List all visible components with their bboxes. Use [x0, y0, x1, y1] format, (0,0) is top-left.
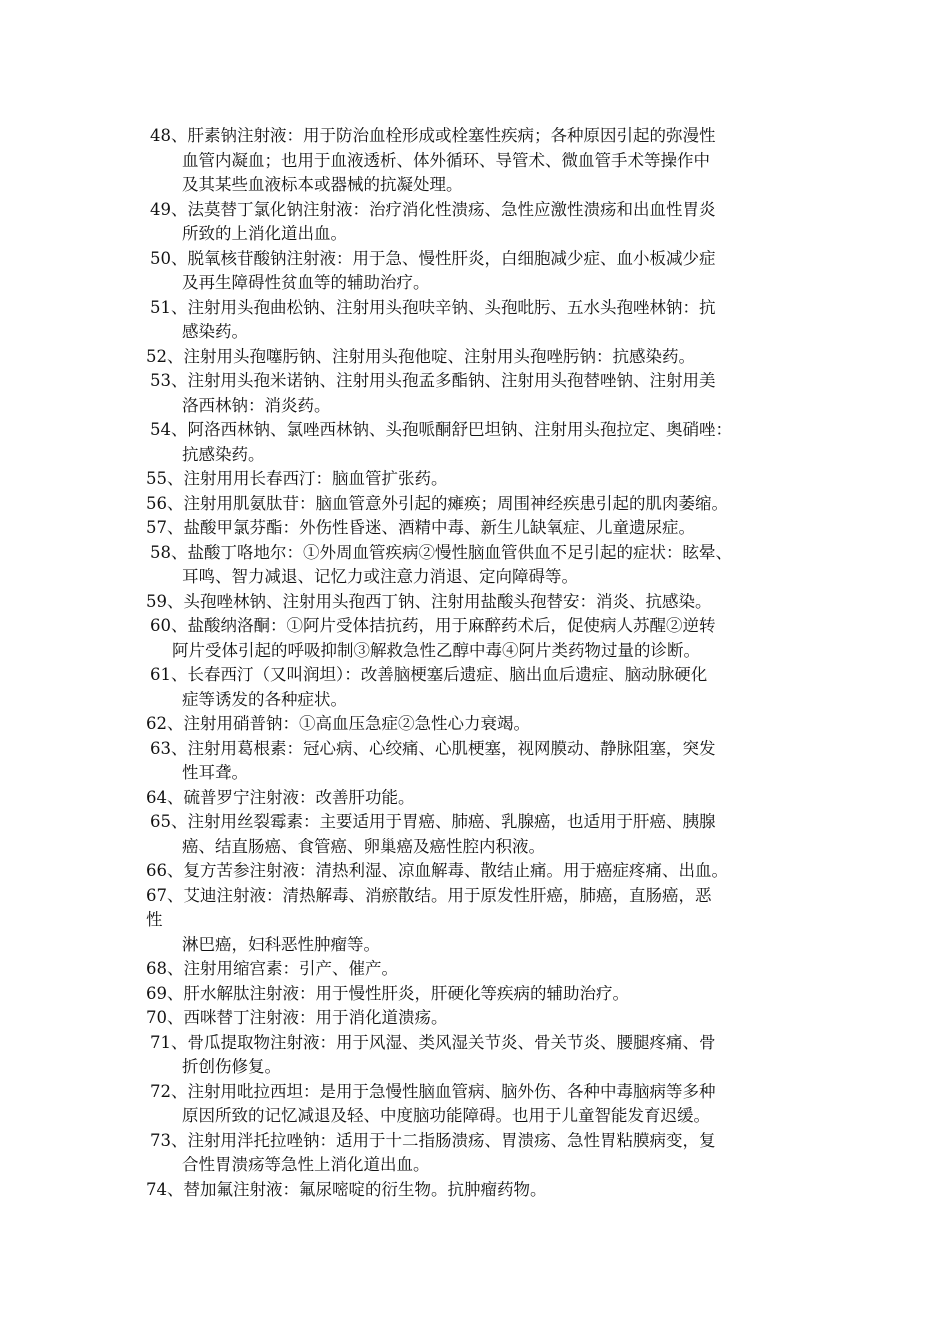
entry-first-line: [0, 467, 950, 492]
entry-text: 替加氟注射液：氟尿嘧啶的衍生物。抗肿瘤药物。: [183, 1179, 547, 1199]
entry-number: 63、: [150, 738, 188, 758]
drug-entry: [0, 663, 950, 712]
entry-number: 62、: [146, 714, 184, 733]
entry-text: 注射用葛根素：冠心病、心绞痛、心肌梗塞，视网膜动、静脉阻塞，突发: [187, 738, 716, 758]
entry-text: 艾迪注射液：清热解毒、消瘀散结。用于原发性肝癌，肺癌，直肠癌，恶: [183, 885, 712, 905]
entry-text: 注射用肌氨肽苷：脑血管意外引起的瘫痪；周围神经疾患引起的肌肉萎缩。: [183, 493, 728, 513]
drug-entry: [0, 418, 950, 467]
entry-first-line: [0, 590, 950, 615]
entry-continuation-line: 耳鸣、智力减退、记忆力或注意力消退、定向障碍等。: [182, 567, 578, 586]
entry-number: 70、: [146, 1008, 184, 1027]
entry-number: 52、: [146, 346, 184, 366]
entry-text: 肝素钠注射液：用于防治血栓形成或栓塞性疾病；各种原因引起的弥漫性: [187, 126, 716, 145]
entry-first-line: [0, 1031, 950, 1056]
entry-number: 48、: [150, 126, 188, 145]
entry-text: 头孢唑林钠、注射用头孢西丁钠、注射用盐酸头孢替安：消炎、抗感染。: [183, 591, 712, 611]
drug-entry: [0, 467, 950, 492]
entry-continuation-line: 折创伤修复。: [182, 1057, 281, 1076]
entry-number: 67、: [146, 885, 184, 905]
entry-text: 硫普罗宁注射液：改善肝功能。: [183, 787, 415, 807]
entry-first-line: [0, 737, 950, 762]
entry-continuation-line: 性耳聋。: [182, 763, 248, 782]
entry-text: 注射用丝裂霉素：主要适用于胃癌、肺癌、乳腺癌，也适用于肝癌、胰腺: [187, 812, 716, 831]
entry-number: 57、: [146, 518, 184, 537]
entry-number: 72、: [150, 1081, 188, 1101]
entry-number: 55、: [146, 469, 184, 488]
drug-entry: [0, 859, 950, 884]
drug-entry-list: [0, 124, 950, 1202]
entry-first-line: [0, 1178, 950, 1203]
drug-entry: [0, 1006, 950, 1031]
entry-text: 注射用头孢米诺钠、注射用头孢孟多酯钠、注射用头孢替唑钠、注射用美: [187, 371, 716, 390]
drug-entry: [0, 982, 950, 1007]
entry-continuation-line: 性: [146, 910, 163, 929]
entry-text: 盐酸丁咯地尔：①外周血管疾病②慢性脑血管供血不足引起的症状：眩晕、: [187, 542, 732, 562]
drug-entry: [0, 1031, 950, 1080]
entry-number: 59、: [146, 591, 184, 611]
entry-first-line: [0, 124, 950, 149]
entry-number: 73、: [150, 1130, 188, 1150]
entry-continuation-line: 血管内凝血；也用于血液透析、体外循环、导管术、微血管手术等操作中: [182, 150, 710, 170]
entry-continuation-line: 癌、结直肠癌、食管癌、卵巢癌及癌性腔内积液。: [182, 836, 545, 856]
entry-first-line: [0, 345, 950, 370]
entry-number: 71、: [150, 1032, 188, 1052]
entry-first-line: [0, 492, 950, 517]
entry-text: 肝水解肽注射液：用于慢性肝炎，肝硬化等疾病的辅助治疗。: [183, 983, 629, 1003]
entry-text: 脱氧核苷酸钠注射液：用于急、慢性肝炎，白细胞减少症、血小板减少症: [187, 248, 716, 268]
drug-entry: [0, 614, 950, 663]
drug-entry: [0, 492, 950, 517]
entry-number: 61、: [150, 665, 188, 684]
drug-entry: [0, 369, 950, 418]
drug-entry: [0, 198, 950, 247]
entry-text: 长春西汀（又叫润坦）：改善脑梗塞后遗症、脑出血后遗症、脑动脉硬化: [187, 665, 708, 684]
entry-first-line: [0, 957, 950, 982]
entry-first-line: [0, 712, 950, 737]
entry-number: 50、: [150, 248, 188, 268]
entry-continuation-line: 及再生障碍性贫血等的辅助治疗。: [182, 273, 430, 292]
entry-first-line: [0, 982, 950, 1007]
entry-text: 注射用吡拉西坦：是用于急慢性脑血管病、脑外伤、各种中毒脑病等多种: [187, 1081, 716, 1101]
entry-continuation-line: 及其某些血液标本或器械的抗凝处理。: [182, 175, 463, 194]
entry-continuation-line: 症等诱发的各种症状。: [182, 689, 347, 709]
entry-number: 65、: [150, 812, 188, 831]
entry-text: 盐酸纳洛酮：①阿片受体拮抗药，用于麻醉药术后，促使病人苏醒②逆转: [187, 616, 716, 635]
entry-number: 60、: [150, 616, 188, 635]
entry-first-line: [0, 1080, 950, 1105]
entry-number: 51、: [150, 297, 188, 317]
entry-number: 74、: [146, 1179, 184, 1199]
drug-entry: [0, 247, 950, 296]
drug-entry: [0, 957, 950, 982]
entry-continuation-line: 合性胃溃疡等急性上消化道出血。: [182, 1155, 430, 1174]
drug-entry: [0, 737, 950, 786]
entry-continuation-line: 洛西林钠：消炎药。: [182, 395, 331, 415]
drug-entry: [0, 1080, 950, 1129]
drug-entry: [0, 541, 950, 590]
drug-entry: [0, 1129, 950, 1178]
drug-entry: [0, 786, 950, 811]
drug-entry: [0, 124, 950, 198]
entry-text: 盐酸甲氯芬酯：外伤性昏迷、酒精中毒、新生儿缺氧症、儿童遗尿症。: [183, 518, 695, 537]
drug-entry: [0, 516, 950, 541]
entry-number: 58、: [150, 542, 188, 562]
entry-number: 53、: [150, 371, 188, 390]
drug-entry: [0, 296, 950, 345]
entry-number: 66、: [146, 861, 184, 880]
entry-first-line: [0, 1006, 950, 1031]
entry-text: 西咪替丁注射液：用于消化道溃疡。: [183, 1008, 448, 1027]
entry-continuation-line: 原因所致的记忆减退及轻、中度脑功能障碍。也用于儿童智能发育迟缓。: [182, 1106, 710, 1125]
entry-first-line: [0, 418, 950, 443]
entry-first-line: [0, 810, 950, 835]
drug-entry: [0, 1178, 950, 1203]
drug-entry: [0, 590, 950, 615]
entry-text: 骨瓜提取物注射液：用于风湿、类风湿关节炎、骨关节炎、腰腿疼痛、骨: [187, 1032, 716, 1052]
entry-number: 49、: [150, 199, 188, 219]
entry-continuation-line: 感染药。: [182, 322, 248, 341]
entry-continuation-line: 阿片受体引起的呼吸抑制③解救急性乙醇中毒④阿片类药物过量的诊断。: [172, 640, 700, 660]
entry-first-line: [0, 786, 950, 811]
entry-number: 56、: [146, 493, 184, 513]
entry-text: 注射用硝普钠：①高血压急症②急性心力衰竭。: [183, 714, 530, 733]
entry-text: 注射用头孢曲松钠、注射用头孢呋辛钠、头孢吡肟、五水头孢唑林钠：抗: [187, 297, 716, 317]
entry-continuation-line: 所致的上消化道出血。: [182, 224, 347, 243]
entry-first-line: [0, 247, 950, 272]
entry-number: 54、: [150, 420, 188, 439]
entry-continuation-line: 抗感染药。: [182, 444, 265, 464]
drug-entry: [0, 345, 950, 370]
entry-first-line: [0, 663, 950, 688]
entry-first-line: [0, 1129, 950, 1154]
entry-text: 法莫替丁氯化钠注射液：治疗消化性溃疡、急性应激性溃疡和出血性胃炎: [187, 199, 716, 219]
entry-text: 阿洛西林钠、氯唑西林钠、头孢哌酮舒巴坦钠、注射用头孢拉定、奥硝唑：: [187, 420, 732, 439]
drug-entry: [0, 810, 950, 859]
entry-text: 注射用缩宫素：引产、催产。: [183, 959, 398, 978]
entry-first-line: [0, 884, 950, 909]
entry-text: 注射用头孢噻肟钠、注射用头孢他啶、注射用头孢唑肟钠：抗感染药。: [183, 346, 695, 366]
entry-first-line: [0, 859, 950, 884]
entry-first-line: [0, 541, 950, 566]
entry-first-line: [0, 369, 950, 394]
entry-first-line: [0, 198, 950, 223]
entry-number: 68、: [146, 959, 184, 978]
entry-text: 注射用泮托拉唑钠：适用于十二指肠溃疡、胃溃疡、急性胃粘膜病变，复: [187, 1130, 716, 1150]
entry-continuation-line: 淋巴癌，妇科恶性肿瘤等。: [182, 934, 380, 954]
entry-first-line: [0, 296, 950, 321]
drug-entry: [0, 712, 950, 737]
entry-first-line: [0, 516, 950, 541]
entry-first-line: [0, 614, 950, 639]
entry-text: 复方苦参注射液：清热利湿、凉血解毒、散结止痛。用于癌症疼痛、出血。: [183, 861, 728, 880]
entry-text: 注射用用长春西汀：脑血管扩张药。: [183, 469, 448, 488]
entry-number: 69、: [146, 983, 184, 1003]
entry-number: 64、: [146, 787, 184, 807]
drug-entry: [0, 884, 950, 958]
